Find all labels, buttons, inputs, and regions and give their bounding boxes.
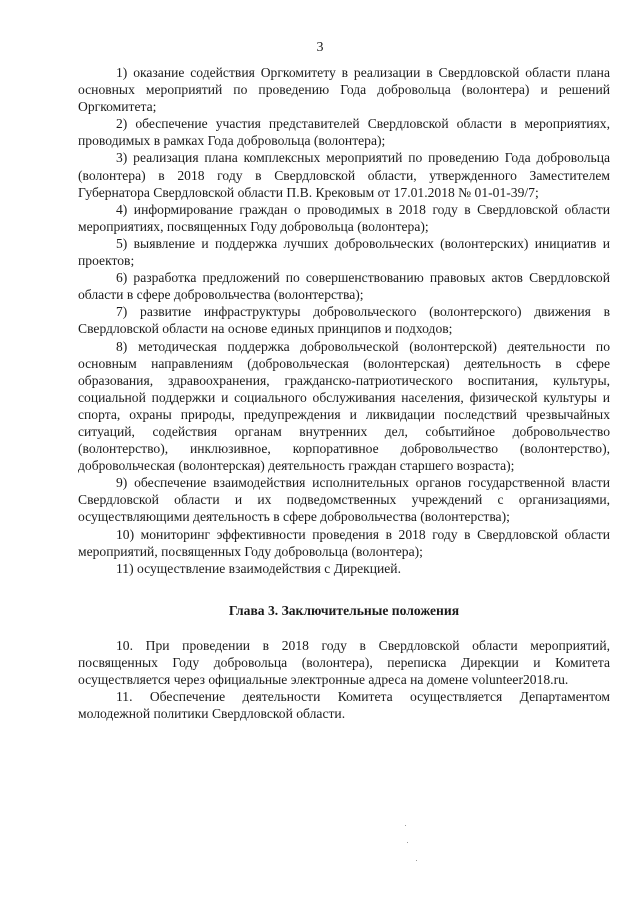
document-body <box>78 64 610 722</box>
chapter-heading: Глава 3. Заключительные положения <box>228 602 460 618</box>
clause-paragraph: 11. Обеспечение деятельности Комитета осуществляется Департаментом молодежной политики Свердловской области. <box>78 689 610 722</box>
scan-speck <box>407 842 408 843</box>
list-item: 10) мониторинг эффективности проведения в 2018 году в Свердловской области мероприятий, посвященных Году добровольца (волонтера); <box>78 526 610 559</box>
clause-paragraph: 10. При проведении в 2018 году в Свердловской области мероприятий, посвященных Году добровольца (волонтера), переписка Дирекции и Комитета осуществляется через официальные электронные адреса на домене volunteer2018.ru. <box>78 637 610 687</box>
scan-speck <box>405 825 406 826</box>
list-item: 5) выявление и поддержка лучших добровольческих (волонтерских) инициатив и проектов; <box>78 235 610 269</box>
list-item: 7) развитие инфраструктуры добровольческого (волонтерского) движения в Свердловской области на основе единых принципов и подходов; <box>78 304 610 337</box>
list-item: 2) обеспечение участия представителей Свердловской области в мероприятиях, проводимых в рамках Года добровольца (волонтера); <box>78 116 610 149</box>
list-item: 1) оказание содействия Оргкомитету в реализации в Свердловской области плана основных мероприятий по проведению Года добровольца (волонтера) и решений Оргкомитета; <box>78 65 610 115</box>
list-item: 6) разработка предложений по совершенствованию правовых актов Свердловской области в сфере добровольчества (волонтерства); <box>78 270 610 303</box>
list-item: 4) информирование граждан о проводимых в 2018 году в Свердловской области мероприятиях, посвященных Году добровольца (волонтера); <box>78 201 610 234</box>
list-item: 9) обеспечение взаимодействия исполнительных органов государственной власти Свердловской области и их подведомственных учреждений с организациями, осуществляющими деятельность в сфере добровольчества (волонтерства); <box>78 475 610 525</box>
page-number: 3 <box>316 40 324 55</box>
scan-speck <box>416 860 417 861</box>
list-item: 8) методическая поддержка добровольческой (волонтерской) деятельности по основным направлениям (добровольческая (волонтерская) деятельность в сфере образования, здравоохранения, гражданско-патриотического воспитания, культуры, социальной поддержки и социального обслуживания населения, физической культуры и спорта, охраны природы, предупреждения и ликвидации последствий чрезвычайных ситуаций, содействия органам внутренних дел, событийное добровольчество (волонтерство), инклюзивное, корпоративное добровольчество (волонтерство), добровольческая (волонтерская) деятельность граждан старшего возраста); <box>78 338 610 474</box>
list-item: 3) реализация плана комплексных мероприятий по проведению Года добровольца (волонтера) в 2018 году в Свердловской области, утвержденного Заместителем Губернатора Свердловской области П.В. Крековым от 17.01.2018 № 01-01-39/7; <box>78 150 610 200</box>
list-item: 11) осуществление взаимодействия с Дирекцией. <box>116 560 401 576</box>
